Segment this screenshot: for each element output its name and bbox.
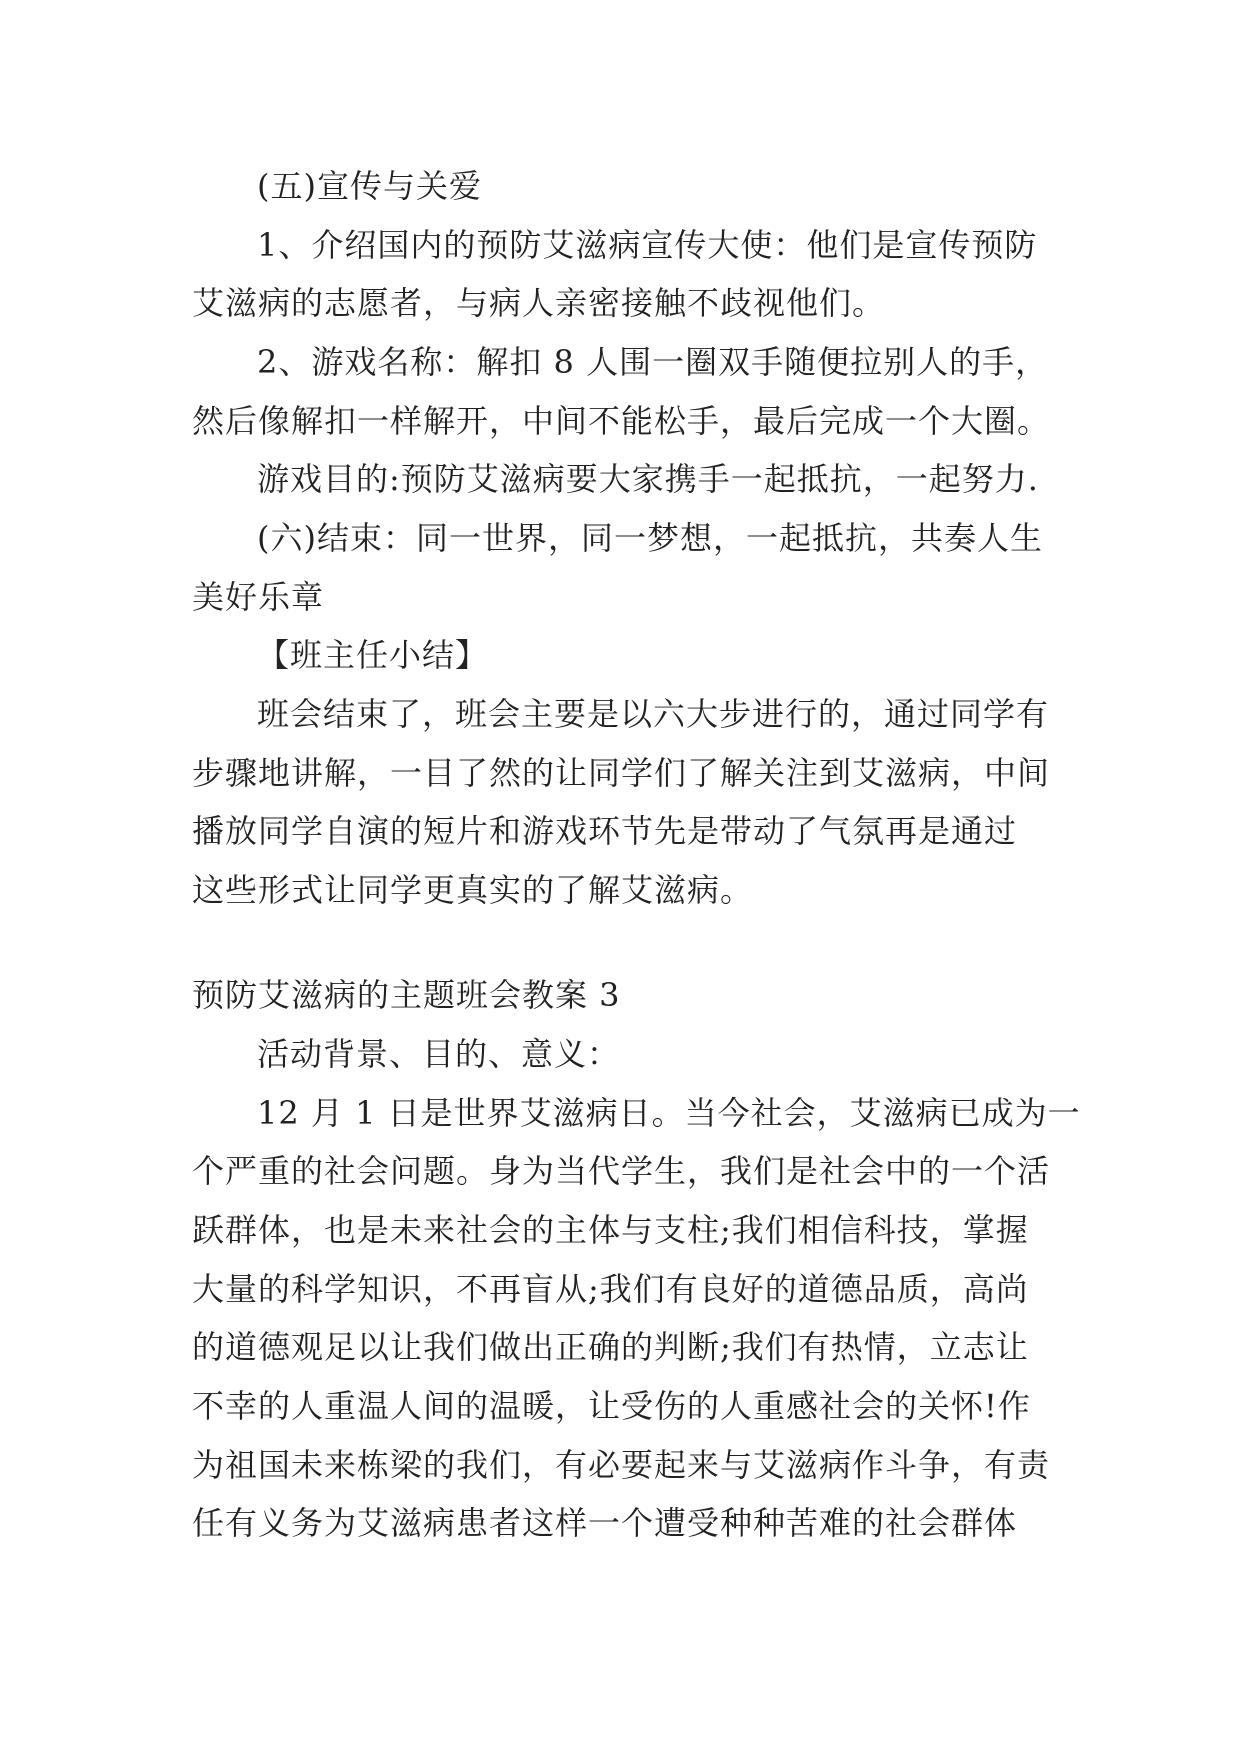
paragraph-line: 的道德观足以让我们做出正确的判断;我们有热情，立志让	[192, 1328, 1029, 1366]
summary-heading: 【班主任小结】	[257, 636, 489, 674]
paragraph-line: 12 月 1 日是世界艾滋病日。当今社会，艾滋病已成为一	[257, 1094, 1081, 1132]
paragraph-line: 任有义务为艾滋病患者这样一个遭受种种苦难的社会群体	[192, 1504, 1018, 1542]
paragraph-line: 步骤地讲解，一目了然的让同学们了解关注到艾滋病，中间	[192, 754, 1051, 792]
paragraph-line: 这些形式让同学更真实的了解艾滋病。	[192, 871, 754, 909]
paragraph-line: 游戏目的:预防艾滋病要大家携手一起抵抗，一起努力.	[257, 460, 1039, 498]
section-heading-5: (五)宣传与关爱	[257, 167, 482, 205]
paragraph-line: 1、介绍国内的预防艾滋病宣传大使：他们是宣传预防	[257, 226, 1038, 264]
paragraph-line: 不幸的人重温人间的温暖，让受伤的人重感社会的关怀!作	[192, 1387, 1031, 1425]
subheading: 活动背景、目的、意义：	[257, 1035, 621, 1073]
paragraph-line: 播放同学自演的短片和游戏环节先是带动了气氛再是通过	[192, 812, 1018, 850]
document-title: 预防艾滋病的主题班会教案 3	[192, 976, 621, 1014]
paragraph-line: 2、游戏名称：解扣 8 人围一圈双手随便拉别人的手，	[257, 343, 1049, 381]
paragraph-line: 艾滋病的志愿者，与病人亲密接触不歧视他们。	[192, 284, 886, 322]
paragraph-line: 为祖国未来栋梁的我们，有必要起来与艾滋病作斗争，有责	[192, 1446, 1051, 1484]
paragraph-line: 班会结束了，班会主要是以六大步进行的，通过同学有	[257, 695, 1050, 733]
paragraph-line: 大量的科学知识，不再盲从;我们有良好的道德品质，高尚	[192, 1270, 1029, 1308]
paragraph-line: 然后像解扣一样解开，中间不能松手，最后完成一个大圈。	[192, 402, 1051, 440]
paragraph-line: 个严重的社会问题。身为当代学生，我们是社会中的一个活	[192, 1152, 1051, 1190]
section-heading-6: (六)结束：同一世界，同一梦想，一起抵抗，共奏人生	[257, 519, 1043, 557]
paragraph-line: 美好乐章	[192, 578, 325, 616]
paragraph-line: 跃群体，也是未来社会的主体与支柱;我们相信科技，掌握	[192, 1211, 1029, 1249]
